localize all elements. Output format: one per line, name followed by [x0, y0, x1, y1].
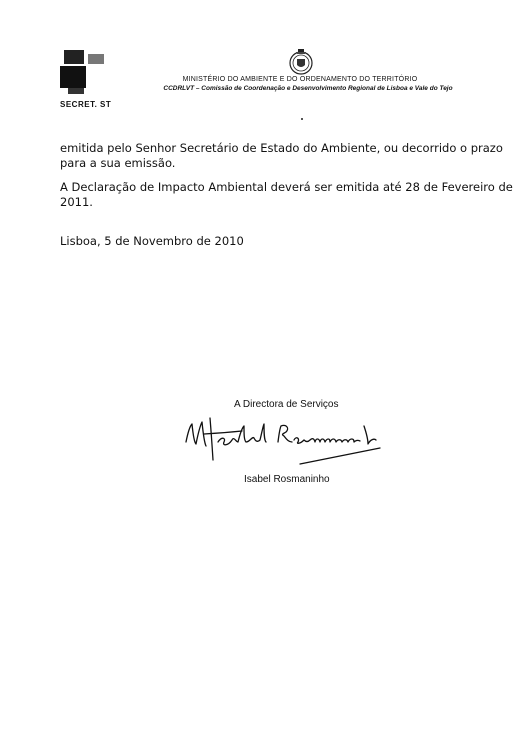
letter-date: Lisboa, 5 de Novembro de 2010: [60, 234, 244, 248]
commission-name: CCDRLVT – Comissão de Coordenação e Desenvolvimento Regional de Lisboa e Vale do Tejo: [163, 85, 453, 92]
signatory-title: A Directora de Serviços: [234, 399, 339, 410]
signatory-name: Isabel Rosmaninho: [244, 474, 330, 485]
logo-mark-side: [88, 54, 104, 64]
logo-mark-main: [60, 66, 86, 88]
logo-mark-top: [64, 50, 84, 64]
scan-artifact-dot: [301, 118, 303, 120]
logo-mark-bottom: [68, 88, 84, 94]
coat-of-arms-icon: [288, 48, 314, 76]
paragraph-1-line-1: emitida pelo Senhor Secretário de Estado do Ambiente, ou decorrido o prazo: [60, 141, 503, 155]
paragraph-2-line-2: 2011.: [60, 195, 93, 209]
logo-caption: SECRET. ST: [60, 100, 112, 109]
handwritten-signature: [180, 412, 390, 468]
paragraph-1-line-2: para a sua emissão.: [60, 156, 176, 170]
institution-logo: [58, 48, 114, 110]
ministry-name: MINISTÉRIO DO AMBIENTE E DO ORDENAMENTO DO TERRITÓRIO: [182, 76, 418, 83]
paragraph-2-line-1: A Declaração de Impacto Ambiental deverá ser emitida até 28 de Fevereiro de: [60, 180, 513, 194]
